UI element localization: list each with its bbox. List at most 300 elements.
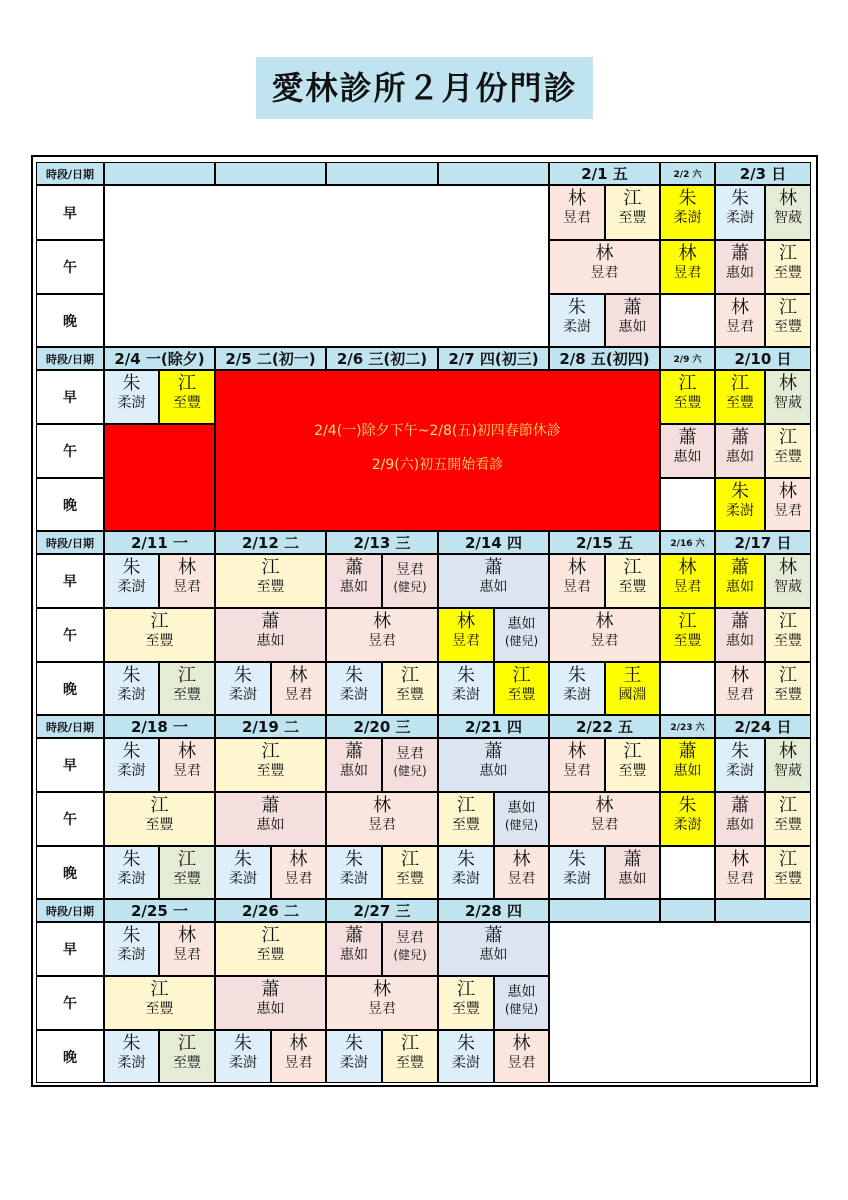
doctor-surname: 林 bbox=[779, 188, 797, 209]
doctor-surname: 江 bbox=[150, 611, 169, 632]
doctor-given-name: 柔澍 bbox=[673, 817, 702, 833]
doctor-given-name: 至豐 bbox=[726, 395, 754, 411]
doctor-given-name: 昱君 bbox=[507, 871, 536, 887]
doctor-cell bbox=[215, 846, 271, 899]
doctor-given-name: 惠如 bbox=[726, 579, 754, 595]
doctor-cell bbox=[605, 846, 660, 899]
doctor-cell bbox=[104, 846, 159, 899]
slot-label-text: 早 bbox=[63, 942, 77, 958]
doctor-cell bbox=[326, 792, 438, 846]
doctor-cell bbox=[215, 662, 271, 715]
doctor-surname: 蕭 bbox=[731, 611, 749, 632]
doctor-surname: 蕭 bbox=[261, 979, 280, 1000]
doctor-cell bbox=[494, 792, 549, 846]
doctor-given-name: 柔澍 bbox=[726, 763, 754, 779]
date-header bbox=[715, 715, 811, 738]
doctor-cell bbox=[715, 294, 765, 347]
slot-label-text: 早 bbox=[63, 574, 77, 590]
doctor-given-name: 柔澍 bbox=[340, 1055, 368, 1071]
doctor-surname: 林 bbox=[568, 557, 586, 578]
date-header bbox=[104, 162, 215, 185]
slot-label bbox=[36, 608, 104, 662]
date-header-text: 2/2 六 bbox=[673, 170, 702, 180]
doctor-cell bbox=[382, 554, 438, 608]
doctor-cell bbox=[104, 662, 159, 715]
doctor-surname: 江 bbox=[678, 611, 697, 632]
doctor-given-name: 至豐 bbox=[618, 210, 647, 226]
doctor-given-name: 惠如 bbox=[256, 1001, 285, 1017]
doctor-cell bbox=[271, 1030, 326, 1083]
doctor-cell bbox=[159, 370, 215, 424]
doctor-surname: 朱 bbox=[345, 849, 363, 870]
doctor-surname: 江 bbox=[457, 795, 475, 816]
doctor-surname: 林 bbox=[595, 795, 614, 816]
doctor-surname: 朱 bbox=[122, 741, 141, 762]
doctor-cell bbox=[494, 976, 549, 1030]
date-header bbox=[549, 899, 660, 922]
doctor-given-name: 昱君 bbox=[563, 210, 591, 226]
slot-label bbox=[36, 1030, 104, 1083]
doctor-cell bbox=[549, 608, 660, 662]
date-header bbox=[438, 162, 549, 185]
doctor-cell bbox=[765, 370, 811, 424]
doctor-cell bbox=[765, 185, 811, 240]
doctor-surname: 江 bbox=[178, 849, 196, 870]
doctor-cell bbox=[549, 240, 660, 294]
doctor-given-name: 惠如 bbox=[479, 763, 508, 779]
doctor-surname: 林 bbox=[568, 188, 586, 209]
date-header bbox=[660, 531, 715, 554]
slot-label-text: 早 bbox=[63, 205, 77, 222]
doctor-given-name: 柔澍 bbox=[563, 319, 591, 335]
doctor-surname: 林 bbox=[512, 849, 531, 870]
doctor-surname: 蕭 bbox=[731, 427, 749, 448]
date-header-text: 2/17 日 bbox=[734, 534, 792, 552]
doctor-given-name: 惠如 bbox=[256, 633, 285, 649]
date-header bbox=[438, 899, 549, 922]
date-header-text: 2/22 五 bbox=[575, 718, 633, 736]
slot-label bbox=[36, 662, 104, 715]
doctor-cell bbox=[271, 662, 326, 715]
doctor-cell bbox=[715, 554, 765, 608]
doctor-surname: 惠如 bbox=[507, 616, 536, 632]
doctor-surname: 江 bbox=[261, 557, 280, 578]
date-header bbox=[104, 715, 215, 738]
header-label bbox=[36, 899, 104, 922]
doctor-surname: 蕭 bbox=[345, 925, 363, 946]
doctor-surname: 蕭 bbox=[731, 557, 749, 578]
date-header-text: 2/20 三 bbox=[353, 718, 411, 736]
doctor-surname: 林 bbox=[178, 741, 196, 762]
doctor-cell bbox=[215, 792, 326, 846]
doctor-cell bbox=[549, 554, 605, 608]
date-header bbox=[326, 715, 438, 738]
doctor-cell bbox=[215, 1030, 271, 1083]
doctor-given-name: 昱君 bbox=[590, 265, 619, 281]
doctor-surname: 朱 bbox=[122, 1033, 141, 1054]
header-label bbox=[36, 715, 104, 738]
doctor-given-name: 至豐 bbox=[774, 871, 802, 887]
slot-label-text: 晚 bbox=[63, 313, 77, 330]
doctor-given-name: 柔澍 bbox=[117, 579, 146, 595]
doctor-given-name: (健兒) bbox=[504, 634, 539, 648]
doctor-given-name: 柔澍 bbox=[563, 871, 591, 887]
date-header bbox=[215, 715, 326, 738]
header-label bbox=[36, 531, 104, 554]
doctor-cell bbox=[438, 846, 494, 899]
doctor-surname: 江 bbox=[178, 665, 196, 686]
doctor-cell bbox=[382, 846, 438, 899]
doctor-cell bbox=[660, 554, 715, 608]
doctor-given-name: 昱君 bbox=[726, 319, 754, 335]
doctor-given-name: 智葳 bbox=[774, 579, 802, 595]
doctor-cell bbox=[765, 240, 811, 294]
doctor-cell bbox=[660, 792, 715, 846]
doctor-given-name: 昱君 bbox=[590, 817, 619, 833]
doctor-surname: 蕭 bbox=[623, 297, 642, 318]
date-header-text: 2/27 三 bbox=[353, 902, 411, 920]
doctor-surname: 蕭 bbox=[345, 557, 363, 578]
doctor-surname: 林 bbox=[178, 557, 196, 578]
doctor-given-name: 柔澍 bbox=[117, 687, 146, 703]
doctor-surname: 林 bbox=[779, 373, 797, 394]
doctor-given-name: 惠如 bbox=[726, 265, 754, 281]
date-header-text: 2/10 日 bbox=[734, 350, 792, 368]
doctor-given-name: 至豐 bbox=[618, 579, 647, 595]
doctor-cell bbox=[104, 922, 159, 976]
date-header-text: 2/25 一 bbox=[130, 902, 188, 920]
date-header bbox=[104, 347, 215, 370]
doctor-surname: 江 bbox=[779, 795, 797, 816]
doctor-cell bbox=[715, 846, 765, 899]
doctor-cell bbox=[438, 662, 494, 715]
doctor-cell bbox=[549, 294, 605, 347]
doctor-surname: 林 bbox=[595, 611, 614, 632]
doctor-surname: 江 bbox=[401, 849, 419, 870]
doctor-cell bbox=[104, 554, 159, 608]
doctor-surname: 江 bbox=[261, 925, 280, 946]
doctor-cell bbox=[326, 922, 382, 976]
header-label bbox=[36, 162, 104, 185]
slot-label-text: 晚 bbox=[63, 681, 77, 698]
doctor-surname: 朱 bbox=[234, 665, 252, 686]
doctor-cell bbox=[549, 662, 605, 715]
slot-label-text: 午 bbox=[63, 812, 77, 828]
doctor-surname: 蕭 bbox=[484, 925, 503, 946]
doctor-surname: 江 bbox=[150, 979, 169, 1000]
doctor-cell bbox=[494, 1030, 549, 1083]
header-label-text: 時段/日期 bbox=[45, 167, 95, 181]
doctor-cell bbox=[271, 846, 326, 899]
doctor-cell bbox=[215, 608, 326, 662]
date-header bbox=[438, 531, 549, 554]
date-header bbox=[660, 347, 715, 370]
date-header bbox=[215, 162, 326, 185]
doctor-cell bbox=[159, 554, 215, 608]
doctor-surname: 蕭 bbox=[484, 741, 503, 762]
doctor-surname: 蕭 bbox=[731, 243, 749, 264]
doctor-given-name: 柔澍 bbox=[229, 687, 257, 703]
doctor-given-name: 惠如 bbox=[256, 817, 285, 833]
slot-label bbox=[36, 370, 104, 424]
doctor-surname: 林 bbox=[731, 297, 749, 318]
doctor-cell bbox=[438, 922, 549, 976]
doctor-cell bbox=[382, 1030, 438, 1083]
doctor-surname: 朱 bbox=[731, 481, 749, 502]
doctor-given-name: 至豐 bbox=[774, 319, 802, 335]
doctor-given-name: 惠如 bbox=[340, 763, 368, 779]
date-header-text: 2/28 四 bbox=[464, 902, 522, 920]
empty-block bbox=[104, 185, 549, 347]
doctor-given-name: 柔澍 bbox=[117, 1055, 146, 1071]
doctor-cell bbox=[549, 792, 660, 846]
doctor-surname: 朱 bbox=[122, 557, 141, 578]
empty-block bbox=[549, 922, 811, 1083]
doctor-surname: 江 bbox=[779, 665, 797, 686]
doctor-cell bbox=[438, 608, 494, 662]
doctor-surname: 朱 bbox=[122, 665, 141, 686]
closure-notice-line: 2/4(一)除夕下午~2/8(五)初四春節休診 bbox=[314, 423, 561, 439]
doctor-given-name: (健兒) bbox=[504, 1002, 539, 1016]
doctor-given-name: 惠如 bbox=[726, 817, 754, 833]
date-header bbox=[549, 531, 660, 554]
date-header-text: 2/19 二 bbox=[241, 718, 299, 736]
doctor-cell bbox=[215, 922, 326, 976]
doctor-given-name: 昱君 bbox=[590, 633, 619, 649]
slot-label bbox=[36, 424, 104, 478]
doctor-cell bbox=[549, 738, 605, 792]
doctor-cell bbox=[215, 976, 326, 1030]
doctor-surname: 江 bbox=[623, 557, 642, 578]
doctor-given-name: 惠如 bbox=[618, 871, 647, 887]
date-header-text: 2/14 四 bbox=[464, 534, 522, 552]
doctor-cell bbox=[715, 662, 765, 715]
date-header bbox=[660, 899, 715, 922]
doctor-cell bbox=[438, 1030, 494, 1083]
doctor-cell bbox=[159, 738, 215, 792]
date-header-text: 2/8 五(初四) bbox=[559, 350, 650, 368]
doctor-cell bbox=[765, 424, 811, 478]
doctor-cell bbox=[715, 185, 765, 240]
date-header-text: 2/7 四(初三) bbox=[448, 350, 539, 368]
slot-label-text: 午 bbox=[63, 444, 77, 460]
doctor-cell bbox=[104, 608, 215, 662]
slot-label bbox=[36, 922, 104, 976]
doctor-given-name: 至豐 bbox=[774, 633, 802, 649]
date-header bbox=[326, 531, 438, 554]
doctor-cell bbox=[765, 554, 811, 608]
doctor-surname: 朱 bbox=[345, 1033, 363, 1054]
doctor-given-name: (健兒) bbox=[393, 764, 427, 778]
doctor-cell bbox=[660, 738, 715, 792]
doctor-cell bbox=[159, 922, 215, 976]
slot-label-text: 早 bbox=[63, 758, 77, 774]
doctor-surname: 林 bbox=[678, 243, 697, 264]
doctor-given-name: 柔澍 bbox=[117, 871, 146, 887]
doctor-cell bbox=[605, 294, 660, 347]
empty-cell bbox=[660, 478, 715, 531]
doctor-given-name: 昱君 bbox=[284, 1055, 313, 1071]
date-header-text: 2/15 五 bbox=[575, 534, 633, 552]
doctor-cell bbox=[765, 738, 811, 792]
doctor-given-name: 柔澍 bbox=[117, 947, 146, 963]
date-header bbox=[715, 531, 811, 554]
doctor-given-name: 昱君 bbox=[673, 579, 702, 595]
doctor-cell bbox=[660, 424, 715, 478]
doctor-given-name: 至豐 bbox=[774, 817, 802, 833]
doctor-cell bbox=[382, 662, 438, 715]
doctor-cell bbox=[159, 662, 215, 715]
doctor-cell bbox=[549, 185, 605, 240]
slot-label bbox=[36, 554, 104, 608]
doctor-cell bbox=[438, 792, 494, 846]
doctor-given-name: 至豐 bbox=[256, 579, 285, 595]
doctor-cell bbox=[765, 478, 811, 531]
slot-label-text: 午 bbox=[63, 260, 77, 276]
doctor-cell bbox=[215, 738, 326, 792]
date-header bbox=[660, 715, 715, 738]
slot-label bbox=[36, 738, 104, 792]
doctor-cell bbox=[660, 240, 715, 294]
schedule-table bbox=[31, 155, 818, 1087]
doctor-surname: 江 bbox=[178, 373, 196, 394]
doctor-cell bbox=[715, 608, 765, 662]
doctor-surname: 王 bbox=[623, 665, 642, 686]
date-header-text: 2/18 一 bbox=[130, 718, 188, 736]
doctor-given-name: 昱君 bbox=[173, 579, 201, 595]
doctor-cell bbox=[104, 370, 159, 424]
doctor-given-name: 至豐 bbox=[774, 265, 802, 281]
closed-block bbox=[104, 424, 215, 531]
slot-label-text: 午 bbox=[63, 996, 77, 1012]
doctor-given-name: 柔澍 bbox=[452, 871, 480, 887]
doctor-surname: 昱君 bbox=[396, 562, 424, 578]
doctor-given-name: 至豐 bbox=[173, 687, 201, 703]
doctor-surname: 惠如 bbox=[507, 800, 536, 816]
doctor-surname: 朱 bbox=[457, 849, 475, 870]
doctor-given-name: 柔澍 bbox=[726, 503, 754, 519]
doctor-given-name: 柔澍 bbox=[340, 687, 368, 703]
doctor-surname: 林 bbox=[289, 849, 308, 870]
doctor-given-name: 昱君 bbox=[774, 503, 802, 519]
doctor-cell bbox=[715, 424, 765, 478]
doctor-given-name: 至豐 bbox=[774, 449, 802, 465]
doctor-given-name: 昱君 bbox=[368, 1001, 396, 1017]
doctor-given-name: 至豐 bbox=[452, 817, 480, 833]
doctor-surname: 林 bbox=[373, 795, 391, 816]
doctor-surname: 江 bbox=[623, 188, 642, 209]
doctor-surname: 江 bbox=[779, 427, 797, 448]
doctor-surname: 朱 bbox=[568, 297, 586, 318]
date-header-text: 2/13 三 bbox=[353, 534, 411, 552]
date-header bbox=[326, 899, 438, 922]
doctor-cell bbox=[494, 846, 549, 899]
slot-label bbox=[36, 294, 104, 347]
doctor-given-name: (健兒) bbox=[393, 580, 427, 594]
doctor-cell bbox=[549, 846, 605, 899]
doctor-cell bbox=[715, 738, 765, 792]
doctor-surname: 蕭 bbox=[345, 741, 363, 762]
doctor-surname: 江 bbox=[178, 1033, 196, 1054]
doctor-given-name: 至豐 bbox=[673, 395, 702, 411]
doctor-given-name: 至豐 bbox=[618, 763, 647, 779]
header-label-text: 時段/日期 bbox=[45, 352, 95, 366]
doctor-cell bbox=[660, 185, 715, 240]
doctor-surname: 林 bbox=[289, 665, 308, 686]
date-header bbox=[438, 347, 549, 370]
doctor-given-name: 昱君 bbox=[284, 871, 313, 887]
doctor-cell bbox=[715, 478, 765, 531]
doctor-surname: 蕭 bbox=[678, 741, 697, 762]
doctor-surname: 朱 bbox=[122, 849, 141, 870]
slot-label-text: 晚 bbox=[63, 865, 77, 882]
date-header bbox=[215, 347, 326, 370]
doctor-given-name: 至豐 bbox=[774, 687, 802, 703]
date-header bbox=[326, 162, 438, 185]
doctor-given-name: 至豐 bbox=[396, 687, 424, 703]
date-header bbox=[326, 347, 438, 370]
doctor-given-name: 柔澍 bbox=[673, 210, 702, 226]
doctor-given-name: 至豐 bbox=[256, 947, 285, 963]
doctor-surname: 江 bbox=[150, 795, 169, 816]
date-header-text: 2/4 一(除夕) bbox=[114, 350, 205, 368]
doctor-surname: 江 bbox=[623, 741, 642, 762]
doctor-given-name: 智葳 bbox=[774, 395, 802, 411]
doctor-cell bbox=[605, 662, 660, 715]
doctor-surname: 朱 bbox=[122, 925, 141, 946]
doctor-surname: 蕭 bbox=[678, 427, 697, 448]
doctor-cell bbox=[494, 662, 549, 715]
doctor-given-name: 柔澍 bbox=[340, 871, 368, 887]
slot-label-text: 早 bbox=[63, 390, 77, 406]
doctor-surname: 江 bbox=[678, 373, 697, 394]
date-header-text: 2/3 日 bbox=[739, 165, 787, 183]
doctor-given-name: 至豐 bbox=[173, 871, 201, 887]
doctor-given-name: 至豐 bbox=[173, 1055, 201, 1071]
doctor-surname: 林 bbox=[779, 741, 797, 762]
slot-label bbox=[36, 792, 104, 846]
slot-label bbox=[36, 240, 104, 294]
doctor-given-name: 昱君 bbox=[726, 871, 754, 887]
doctor-cell bbox=[605, 185, 660, 240]
date-header-text: 2/9 六 bbox=[673, 355, 702, 365]
doctor-given-name: 至豐 bbox=[507, 687, 536, 703]
date-header-text: 2/12 二 bbox=[241, 534, 299, 552]
doctor-surname: 朱 bbox=[234, 1033, 252, 1054]
doctor-surname: 林 bbox=[779, 557, 797, 578]
doctor-surname: 林 bbox=[178, 925, 196, 946]
slot-label-text: 午 bbox=[63, 628, 77, 644]
empty-cell bbox=[660, 294, 715, 347]
doctor-surname: 江 bbox=[731, 373, 749, 394]
header-label-text: 時段/日期 bbox=[45, 536, 95, 550]
doctor-cell bbox=[438, 976, 494, 1030]
doctor-cell bbox=[104, 976, 215, 1030]
doctor-given-name: 昱君 bbox=[173, 763, 201, 779]
doctor-given-name: 昱君 bbox=[507, 1055, 536, 1071]
doctor-cell bbox=[715, 792, 765, 846]
slot-label-text: 晚 bbox=[63, 1049, 77, 1066]
doctor-cell bbox=[765, 662, 811, 715]
doctor-surname: 林 bbox=[678, 557, 697, 578]
doctor-surname: 江 bbox=[779, 243, 797, 264]
doctor-given-name: 惠如 bbox=[726, 633, 754, 649]
doctor-surname: 林 bbox=[779, 481, 797, 502]
doctor-given-name: 至豐 bbox=[145, 817, 174, 833]
doctor-surname: 朱 bbox=[731, 741, 749, 762]
closure-notice bbox=[215, 414, 660, 482]
doctor-given-name: 昱君 bbox=[173, 947, 201, 963]
